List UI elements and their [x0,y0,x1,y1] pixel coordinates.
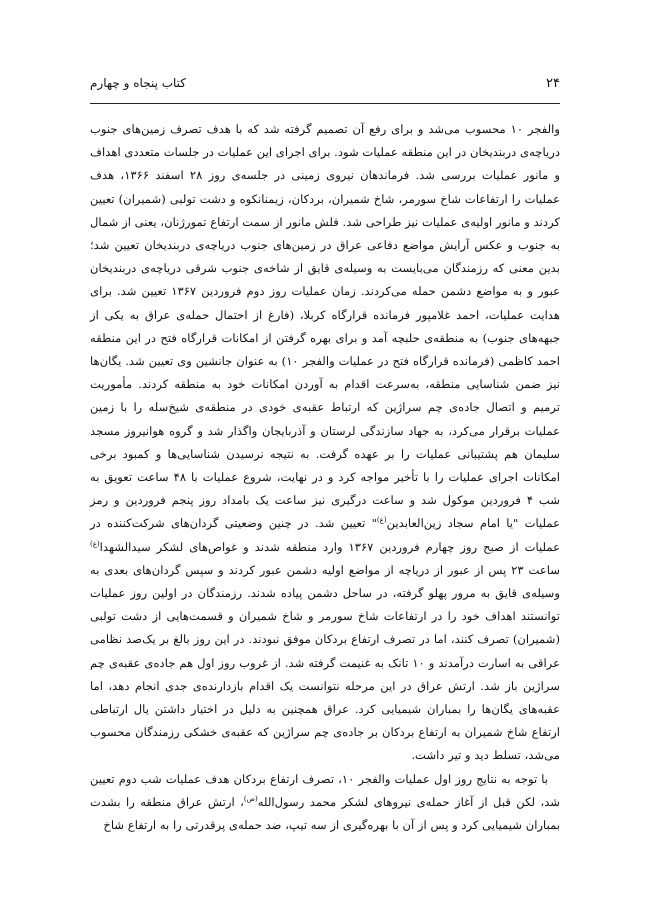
paragraph-1 [90,118,560,768]
running-header [90,76,560,98]
page-body [90,118,560,837]
honorific-mark: (ص) [243,795,258,804]
header-divider [90,103,560,104]
honorific-mark: (ع) [90,539,100,548]
paragraph-2-part-b: ، ارتش عراق منطقه را بشدت بمباران شیمیایی کرد و پس از آن با بهره‌گیری از سه تیپ، ضد حمله‌ی پرقدرتی را به ارتفاع شاخ [90,794,560,833]
book-title: کتاب پنجاه و چهارم [90,76,187,90]
honorific-mark: (ع) [376,516,387,525]
paragraph-1-part-c: ساعت ۲۳ پس از عبور از دریاچه از مواضع اولیه دشمن عبور کردند و سپس گردان‌های بعدی به وسیله‌ی قایق به مرور پهلو گرفته، در ساحل دشمن پیاده شدند. رزمندگان در اولین روز عملیات توانستند اهداف خود را در ارتفاعات شاخ سورمر و شاخ شمیران و قسمت‌هایی از دشت تولبی (شمیران) تصرف کنند، اما در تصرف ارتفاع بردکان موفق نبودند. در این روز بالغ بر یک‌صد نظامی عراقی به اسارت درآمدند و ۱۰ تانک به غنیمت گرفته شد. از غروب روز اول هم جاده‌ی عقبه‌ی چم سراژین باز شد. ارتش عراق در این مرحله نتوانست یک اقدام بازدارنده‌ی جدی انجام دهد، اما عقبه‌های یگان‌ها را بمباران شیمیایی کرد. عراق همچنین به دلیل در اختیار داشتن یال ارتباطی ارتفاع شاخ شمیران به ارتفاع بردکان بر جاده‌ی چم سراژین که عقبه‌ی خشکی رزمندگان محسوب می‌شد، تسلط دید و تیر داشت. [90,562,560,763]
paragraph-2-part-a: با توجه به نتایج روز اول عملیات والفجر ۱۰، تصرف ارتفاع بردکان هدف عملیات شب دوم تعیین شد، لکن قبل از آغاز حمله‌ی نیروهای لشکر محمد رسول‌الله [90,771,560,809]
paragraph-1-part-a: والفجر ۱۰ محسوب می‌شد و برای رفع آن تصمیم گرفته شد که با هدف تصرف زمین‌های جنوب دریاچه‌ی دربندیخان در این منطقه عملیات شود. برای اجرای این عملیات در جلسات متعددی اهداف و مانور عملیات بررسی شد. فرماندهان نیروی زمینی در جلسه‌ی روز ۲۸ اسفند ۱۳۶۶، هدف عملیات را ارتفاعات شاخ سورمر، شاخ شمیران، بردکان، زیمنانکوه و دشت تولبی (شمیران) تعیین کردند و مانور اولیه‌ی عملیات نیز طراحی شد. فلش مانور از سمت ارتفاع تمورژنان، یعنی از شمال به جنوب و عکس آرایش مواضع دفاعی عراق در زمین‌های جنوب دریاچه‌ی دربندیخان تعیین شد؛ بدین معنی که رزمندگان می‌بایست به وسیله‌ی قایق از شاخه‌ی جنوب شرقی دریاچه‌ی دربندیخان عبور و به مواضع دشمن حمله می‌کردند. زمان عملیات روز دوم فروردین ۱۳۶۷ تعیین شد. برای هدایت عملیات، احمد غلامپور فرمانده قرارگاه کربلا، (فارغ از احتمال حمله‌ی عراق به یکی از جبهه‌های جنوب) به منطقه‌ی حلبچه آمد و برای بهره گرفتن از امکانات قرارگاه فتح در این منطقه احمد کاظمی (فرمانده قرارگاه فتح در عملیات والفجر ۱۰) به عنوان جانشین وی تعیین شد. یگان‌ها نیز ضمن شناسایی منطقه، به‌سرعت اقدام به آوردن امکانات خود به منطقه کردند. مأموریت ترمیم و اتصال جاده‌ی چم سراژین که ارتباط عقبه‌ی خودی در منطقه‌ی شیخ‌سله را با زمین عملیات برقرار می‌کرد، به جهاد سازندگی لرستان و آذربایجان واگذار شد و گروه هوانیروز مسجد سلیمان هم پشتیبانی عملیات را بر عهده گرفت. به نتیجه نرسیدن شناسایی‌ها و کمبود برخی امکانات اجرای عملیات را با تأخیر مواجه کرد و در نهایت، شروع عملیات با ۴۸ ساعت تعویق به شب ۴ فروردین موکول شد و ساعت درگیری نیز ساعت یک بامداد روز پنجم فروردین و رمز عملیات "یا امام سجاد زین‌العابدین [90,122,560,531]
paragraph-1-part-b: " تعیین شد. در چنین وضعیتی گردان‌های شرکت‌کننده در عملیات از صبح روز چهارم فروردین ۱۳۶۷ وارد منطقه شدند و غواص‌های لشکر سیدالشهدا [90,516,561,554]
paragraph-2 [90,768,560,838]
page-number: ۲۴ [546,76,560,91]
